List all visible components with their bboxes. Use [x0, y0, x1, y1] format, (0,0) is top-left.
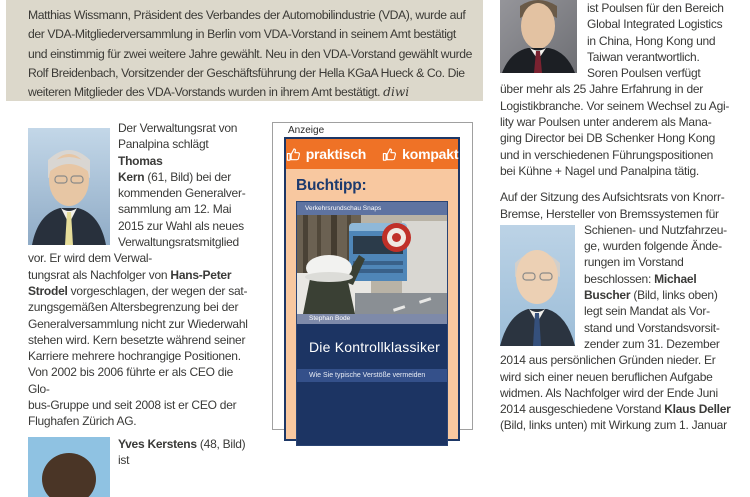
book-subtitle-band: Wie Sie typische Verstöße vermeiden	[297, 369, 447, 382]
portrait-photo-thomas-kern	[28, 128, 110, 245]
advert-claim-kompakt	[382, 146, 458, 162]
portrait-photo-yves-kerstens	[28, 437, 110, 497]
buchtipp-heading: Buchtipp:	[296, 177, 367, 194]
advert-claim-label: praktisch	[305, 146, 367, 162]
advert-header	[286, 139, 458, 169]
book-cover-photo	[297, 215, 447, 314]
advert-claim-label: kompakt	[402, 146, 459, 162]
paragraph-poulsen	[500, 0, 738, 179]
book-title: Die Kontrollklassiker	[309, 339, 441, 355]
book-series-band: Verkehrsrundschau Snaps	[297, 202, 447, 215]
paragraph-knorr-intro	[500, 189, 738, 222]
paragraph-kerstens-text: Yves Kerstens (48, Bild) ist	[118, 436, 246, 467]
advert-claim-praktisch	[286, 146, 366, 162]
top-notice-box	[6, 0, 483, 101]
paragraph-buscher	[500, 222, 738, 434]
book-cover	[297, 202, 447, 445]
advert-label: Anzeige	[288, 125, 325, 136]
column-left	[28, 120, 256, 497]
advert-frame	[272, 122, 473, 430]
book-author-band: Stephan Bode	[297, 314, 447, 324]
paragraph-kern	[28, 120, 256, 430]
column-right	[500, 0, 738, 434]
paragraph-poulsen-text: ist Poulsen für den Bereich Global Integrated Logistics in China, Hong Kong und Taiwan verantwortlich. Soren Poulsen verfügt über mehr als 25 Jahre Erfahrung in der Logistikbranche. Vor seinem Wechsel zu Agi- lity war Poulsen unter anderem als Mana- ging Director bei DB Schenker Hong Kong und in verschiedenen Führungspositionen bei Kühne + Nagel und Panalpina tätig.	[500, 1, 730, 178]
thumbs-up-icon	[286, 147, 301, 162]
top-notice-text: Matthias Wissmann, Präsident des Verbandes der Automobilindustrie (VDA), wurde auf der VDA-Mitgliederversammlung in Berlin vom VDA-Vorstand in seinem Amt bestätigt und einstimmig für zwei weitere Jahre gewählt. Neu in den VDA-Vorstand gewählt wurde Rolf Breidenbach, Vorsitzender der Geschäftsführung der Hella KGaA Hueck & Co. Die weiteren Mitglieder des VDA-Vorstands wurden in ihrem Amt bestätigt. diwi	[28, 8, 472, 100]
book-title-block	[297, 324, 447, 445]
paragraph-kern-text: Der Verwaltungsrat von Panalpina schlägt Thomas Kern (61, Bild) bei der kommenden Generalver- sammlung am 12. Mai 2015 zur Wahl als neues Verwaltungsratsmitglied vor. Er wird dem Verwal- tungsrat als Nachfolger von Hans-Peter Strodel vorgeschlagen, der wegen der sat- zungsgemäßen Altersbegrenzung bei der Generalversammlung nicht zur Wiederwahl stehen wird. Kern besetzte während seiner Karriere mehrere hochrangige Positionen. Von 2002 bis 2006 führte er als CEO die Glo- bus-Gruppe und seit 2008 ist er CEO der Flughafen Zürich AG.	[28, 121, 248, 429]
thumbs-up-icon	[382, 147, 397, 162]
paragraph-kerstens	[28, 436, 256, 469]
seal-badge-icon	[382, 223, 411, 252]
paragraph-buscher-text: Schienen- und Nutzfahrzeu- ge, wurden folgende Ände- rungen im Vorstand beschlossen: Michael Buscher (Bild, links oben) legt sein Mandat als Vor- stand und Vorstandsvorsit- zender zum 31. Dezember 2014 aus persönlichen Gründen nieder. Er wird sich einer neuen beruflichen Aufgabe widmen. Als Nachfolger wird der Ende Juni 2014 ausgeschiedene Vorstand Klaus Deller (Bild, links unten) mit Wirkung zum 1. Januar	[500, 222, 731, 433]
portrait-photo-soren-poulsen	[500, 0, 577, 73]
paragraph-knorr-intro-text: Auf der Sitzung des Aufsichtsrats von Knorr- Bremse, Hersteller von Bremssystemen für	[500, 190, 725, 221]
advert-box	[284, 137, 460, 441]
portrait-photo-michael-buscher	[500, 225, 575, 346]
